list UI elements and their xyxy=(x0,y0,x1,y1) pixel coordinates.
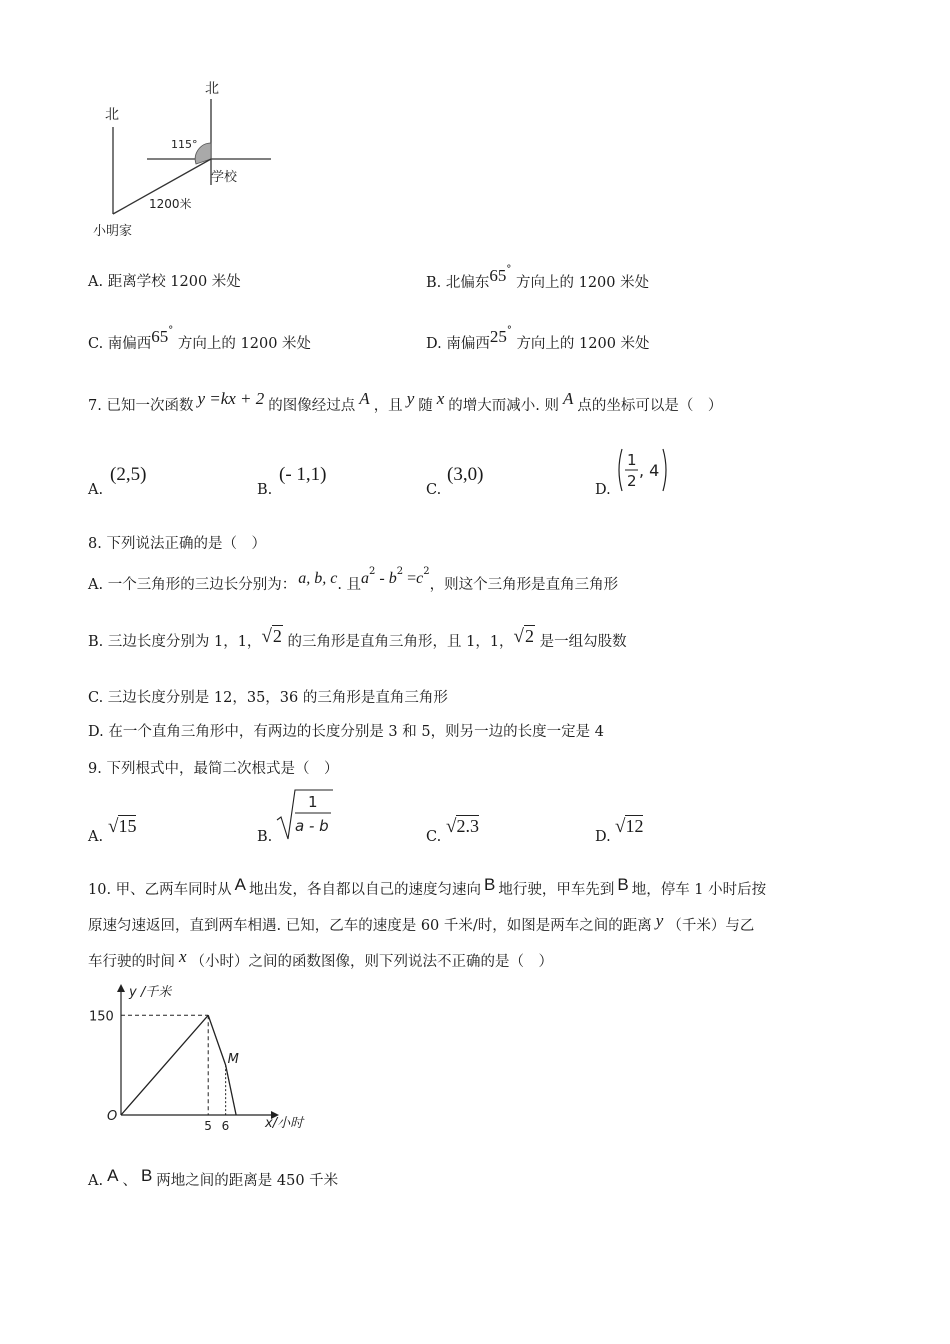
x-tick-label: 6 xyxy=(221,1119,230,1133)
svg-text:a - b: a - b xyxy=(295,817,329,835)
q8-stem: 8. 下列说法正确的是（ ） xyxy=(88,536,266,552)
q7-option-c-label[interactable]: C. xyxy=(426,482,442,498)
angle-label: 115° xyxy=(171,138,198,151)
school-label: 学校 xyxy=(211,170,238,185)
q9-option-a-value: √15 xyxy=(108,816,137,837)
distance-time-chart xyxy=(85,978,315,1133)
q7-option-a-label[interactable]: A. xyxy=(88,482,104,498)
q7-option-d-label[interactable]: D. xyxy=(595,482,611,498)
y-tick-label: 150 xyxy=(89,1009,114,1025)
svg-text:, 4: , 4 xyxy=(639,461,660,480)
home-label: 小明家 xyxy=(93,224,133,239)
q7-option-a-value: (2,5) xyxy=(110,464,147,485)
q7-stem: 7. 已知一次函数 y =kx + 2 的图像经过点 A ，且 y 随 x 的增大而减小. 则 A 点的坐标可以是（ ） xyxy=(88,389,723,414)
q8-option-d[interactable]: D. 在一个直角三角形中，有两边的长度分别是 3 和 5，则另一边的长度一定是 4 xyxy=(88,724,604,740)
q9-option-c-label[interactable]: C. xyxy=(426,829,442,845)
q9-option-d-value: √12 xyxy=(615,816,644,837)
series-segment xyxy=(121,1015,208,1115)
q9-option-b-label[interactable]: B. xyxy=(257,829,273,845)
q7-option-c-value: (3,0) xyxy=(447,464,484,485)
north-label-right: 北 xyxy=(205,81,219,97)
series-segment xyxy=(226,1065,236,1115)
q6-option-a[interactable]: A. 距离学校 1200 米处 xyxy=(88,274,241,290)
point-m-label: M xyxy=(227,1052,239,1068)
q7-option-d-value xyxy=(614,446,674,494)
y-axis-arrow xyxy=(117,984,125,992)
north-label-left: 北 xyxy=(105,107,119,123)
direction-diagram xyxy=(85,75,285,250)
q10-line-2: 原速匀速返回，直到两车相遇. 已知，乙车的速度是 60 千米/时，如图是两车之间的距离 y （千米）与乙 xyxy=(88,911,755,934)
q6-option-b[interactable]: B. 北偏东65° 方向上的 1200 米处 xyxy=(426,264,650,291)
svg-text:1: 1 xyxy=(627,451,637,469)
x-axis-label: x/小时 xyxy=(265,1116,304,1131)
q8-option-a[interactable]: A. 一个三角形的三边长分别为： a, b, c. 且$a^2 - b^2 =c^2$，则这个三角形是直角三角形 xyxy=(88,566,619,593)
q6-option-c[interactable]: C. 南偏西65° 方向上的 1200 米处 xyxy=(88,325,312,352)
q9-option-b-value xyxy=(275,786,337,844)
q8-option-c[interactable]: C. 三边长度分别是 12，35，36 的三角形是直角三角形 xyxy=(88,690,448,706)
q9-stem: 9. 下列根式中，最简二次根式是（ ） xyxy=(88,761,339,777)
x-tick-label: 5 xyxy=(204,1119,212,1133)
y-axis-label: y /千米 xyxy=(129,985,172,1000)
q7-option-b-value: (- 1,1) xyxy=(279,464,327,485)
svg-text:2: 2 xyxy=(627,472,637,490)
origin-label: O xyxy=(107,1109,118,1124)
q9-option-d-label[interactable]: D. xyxy=(595,829,611,845)
distance-label: 1200米 xyxy=(149,197,192,211)
q9-option-c-value: √2.3 xyxy=(446,816,479,837)
q7-formula: y =kx + 2 xyxy=(197,389,265,408)
q7-option-b-label[interactable]: B. xyxy=(257,482,273,498)
q9-option-a-label[interactable]: A. xyxy=(88,829,104,845)
q10-option-a[interactable]: A. A 、 B 两地之间的距离是 450 千米 xyxy=(88,1166,339,1189)
q6-option-d[interactable]: D. 南偏西25° 方向上的 1200 米处 xyxy=(426,325,650,352)
series-segment xyxy=(208,1015,225,1065)
q10-line-3: 车行驶的时间 x （小时）之间的函数图像，则下列说法不正确的是（ ） xyxy=(88,947,554,970)
svg-text:1: 1 xyxy=(308,793,318,811)
q10-line-1: 10. 甲、乙两车同时从 A 地出发，各自都以自己的速度匀速向 B 地行驶，甲车先到 B 地，停车 1 小时后按 xyxy=(88,875,767,898)
q8-option-b[interactable]: B. 三边长度分别为 1，1，√2 的三角形是直角三角形，且 1，1，√2 是一组勾股数 xyxy=(88,626,627,650)
